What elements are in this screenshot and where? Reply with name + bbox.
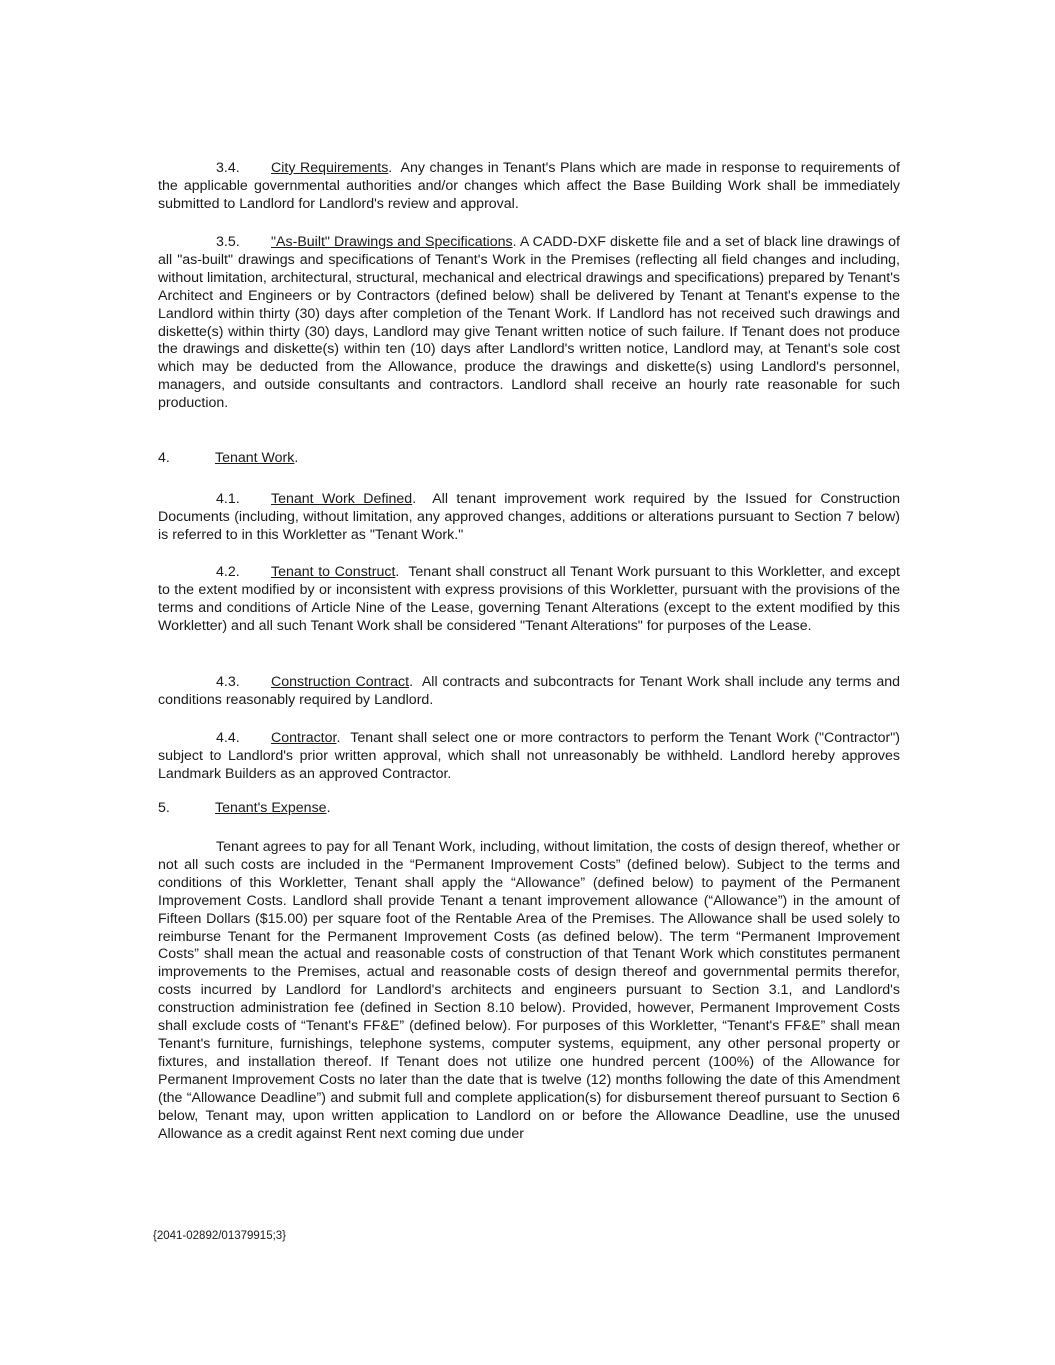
section-number: 3.4. bbox=[216, 160, 240, 176]
section-3-4: 3.4. City Requirements. Any changes in Tenant's Plans which are made in response to requirements of the applicable governmental authorities and/or changes which affect the Base Building Work shall be immediately submitted to Landlord for Landlord's review and approval. bbox=[158, 160, 900, 212]
section-number: 5. bbox=[158, 800, 170, 816]
section-title: Tenant Work bbox=[215, 450, 295, 466]
section-4-heading: 4. Tenant Work. bbox=[158, 450, 299, 466]
section-title: Construction Contract bbox=[271, 674, 410, 690]
section-text: All contracts and subcontracts for Tenant Work shall include any terms and conditions reasonably required by Landlord. bbox=[158, 674, 900, 708]
section-number: 4.1. bbox=[216, 491, 240, 507]
section-title: Tenant Work Defined bbox=[271, 491, 413, 507]
section-title: "As-Built" Drawings and Specifications bbox=[271, 234, 513, 250]
section-number: 4.3. bbox=[216, 674, 240, 690]
section-5-body bbox=[158, 839, 900, 1143]
section-title: City Requirements bbox=[271, 160, 389, 176]
section-title: Contractor bbox=[271, 730, 337, 746]
section-5-heading: 5. Tenant's Expense. bbox=[158, 800, 331, 816]
section-4-3: 4.3. Construction Contract. All contracts and subcontracts for Tenant Work shall include any terms and conditions reasonably required by Landlord. bbox=[158, 674, 900, 708]
section-title: Tenant's Expense bbox=[215, 800, 327, 816]
section-4-4: 4.4. Contractor. Tenant shall select one or more contractors to perform the Tenant Work ("Contractor") subject to Landlord's prior written approval, which shall not unreasonably be withheld. Landlord hereby approves Landmark Builders as an approved Contractor. bbox=[158, 730, 900, 782]
section-text: A CADD-DXF diskette file and a set of black line drawings of all "as-built" drawings and specifications of Tenant's Work in the Premises (reflecting all field changes and including, without limitation, architectural, structural, mechanical and electrical drawings and specifications) prepared by Tenant's Architect and Engineers or by Contractors (defined below) shall be delivered by Tenant at Tenant's expense to the Landlord within thirty (30) days after completion of the Tenant Work. If Landlord has not received such drawings and diskette(s) within thirty (30) days, Landlord may give Tenant written notice of such failure. If Tenant does not produce the drawings and diskette(s) within ten (10) days after Landlord's written notice, Landlord may, at Tenant's sole cost which may be deducted from the Allowance, produce the drawings and diskette(s) using Landlord's personnel, managers, and outside consultants and contractors. Landlord shall receive an hourly rate reasonable for such production. bbox=[158, 234, 900, 412]
section-title: Tenant to Construct bbox=[271, 564, 396, 580]
section-4-1: 4.1. Tenant Work Defined. All tenant improvement work required by the Issued for Construction Documents (including, without limitation, any approved changes, additions or alterations pursuant to Section 7 below) is referred to in this Workletter as "Tenant Work." bbox=[158, 491, 900, 543]
document-footer-id: {2041-02892/01379915;3} bbox=[153, 1230, 287, 1242]
section-number: 3.5. bbox=[216, 234, 240, 250]
section-text: Tenant agrees to pay for all Tenant Work, including, without limitation, the costs of design thereof, whether or not all such costs are included in the “Permanent Improvement Costs” (defined below). Subject to the terms and conditions of this Workletter, Tenant shall apply the “Allowance” (defined below) to payment of the Permanent Improvement Costs. Landlord shall provide Tenant a tenant improvement allowance (“Allowance”) in the amount of Fifteen Dollars ($15.00) per square foot of the Rentable Area of the Premises. The Allowance shall be used solely to reimburse Tenant for the Permanent Improvement Costs (as defined below). The term “Permanent Improvement Costs” shall mean the actual and reasonable costs of construction of that Tenant Work which constitutes permanent improvements to the Premises, actual and reasonable costs of design thereof and governmental permits therefor, costs incurred by Landlord for Landlord's architects and engineers pursuant to Section 3.1, and Landlord's construction administration fee (defined in Section 8.10 below). Provided, however, Permanent Improvement Costs shall exclude costs of “Tenant's FF&E” (defined below). For purposes of this Workletter, “Tenant's FF&E” shall mean Tenant's furniture, furnishings, telephone systems, computer systems, equipment, any other personal property or fixtures, and installation thereof. If Tenant does not utilize one hundred percent (100%) of the Allowance for Permanent Improvement Costs no later than the date that is twelve (12) months following the date of this Amendment (the “Allowance Deadline”) and submit full and complete application(s) for disbursement thereof pursuant to Section 6 below, Tenant may, upon written application to Landlord on or before the Allowance Deadline, use the unused Allowance as a credit against Rent next coming due under bbox=[158, 839, 900, 1142]
section-number: 4.4. bbox=[216, 730, 240, 746]
section-text: Tenant shall select one or more contractors to perform the Tenant Work ("Contractor") subject to Landlord's prior written approval, which shall not unreasonably be withheld. Landlord hereby approves Landmark Builders as an approved Contractor. bbox=[158, 730, 900, 782]
section-text: Tenant shall construct all Tenant Work pursuant to this Workletter, and except to the extent modified by or inconsistent with express provisions of this Workletter, pursuant with the provisions of the terms and conditions of Article Nine of the Lease, governing Tenant Alterations (except to the extent modified by this Workletter) and all such Tenant Work shall be considered "Tenant Alterations" for purposes of the Lease. bbox=[158, 564, 900, 634]
section-number: 4. bbox=[158, 450, 170, 466]
section-text: Any changes in Tenant's Plans which are made in response to requirements of the applicable governmental authorities and/or changes which affect the Base Building Work shall be immediately submitted to Landlord for Landlord's review and approval. bbox=[158, 160, 900, 212]
section-4-2: 4.2. Tenant to Construct. Tenant shall construct all Tenant Work pursuant to this Workletter, and except to the extent modified by or inconsistent with express provisions of this Workletter, pursuant with the provisions of the terms and conditions of Article Nine of the Lease, governing Tenant Alterations (except to the extent modified by this Workletter) and all such Tenant Work shall be considered "Tenant Alterations" for purposes of the Lease. bbox=[158, 564, 900, 634]
section-text: All tenant improvement work required by the Issued for Construction Documents (including, without limitation, any approved changes, additions or alterations pursuant to Section 7 below) is referred to in this Workletter as "Tenant Work." bbox=[158, 491, 900, 543]
section-3-5: 3.5. "As-Built" Drawings and Specifications. A CADD-DXF diskette file and a set of black line drawings of all "as-built" drawings and specifications of Tenant's Work in the Premises (reflecting all field changes and including, without limitation, architectural, structural, mechanical and electrical drawings and specifications) prepared by Tenant's Architect and Engineers or by Contractors (defined below) shall be delivered by Tenant at Tenant's expense to the Landlord within thirty (30) days after completion of the Tenant Work. If Landlord has not received such drawings and diskette(s) within thirty (30) days, Landlord may give Tenant written notice of such failure. If Tenant does not produce the drawings and diskette(s) within ten (10) days after Landlord's written notice, Landlord may, at Tenant's sole cost which may be deducted from the Allowance, produce the drawings and diskette(s) using Landlord's personnel, managers, and outside consultants and contractors. Landlord shall receive an hourly rate reasonable for such production. bbox=[158, 234, 900, 412]
section-number: 4.2. bbox=[216, 564, 240, 580]
